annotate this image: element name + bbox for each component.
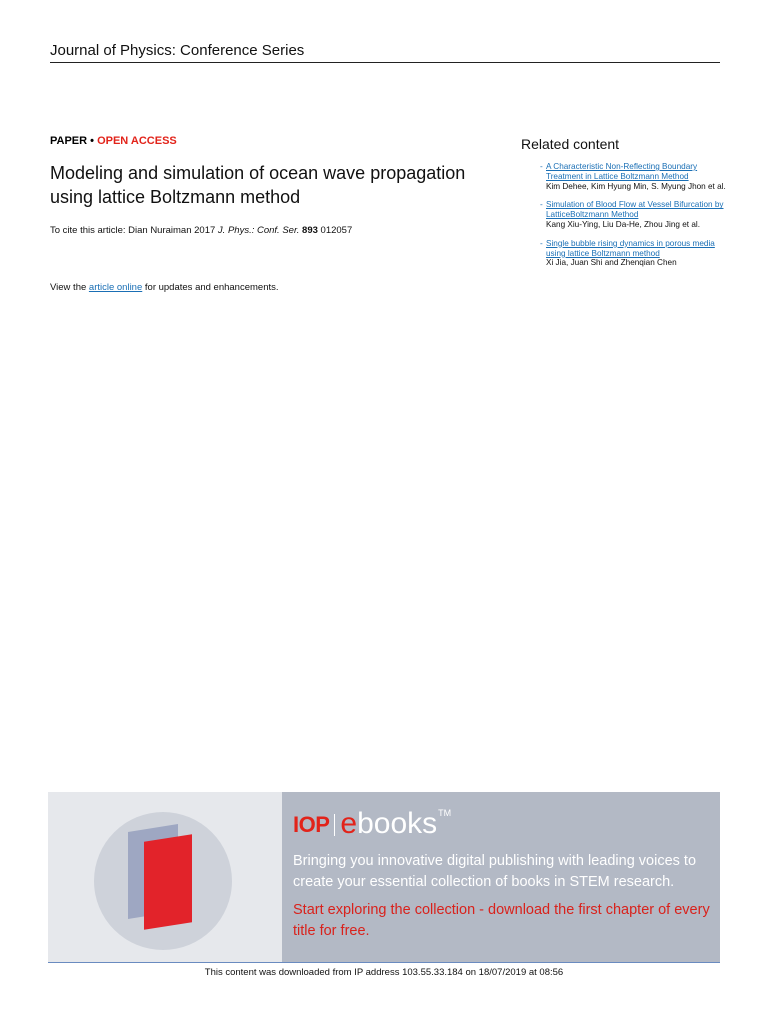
list-dash: - — [540, 162, 543, 171]
view-online-line — [50, 282, 279, 293]
footer-rule — [48, 962, 720, 963]
banner-image-panel — [48, 792, 282, 962]
related-link-2[interactable]: Simulation of Blood Flow at Vessel Bifurcation by LatticeBoltzmann Method — [546, 200, 724, 220]
article-online-link[interactable]: article online — [88, 282, 143, 293]
view-online-before: View the — [50, 282, 87, 293]
ebooks-e-letter: e — [340, 807, 358, 840]
citation-journal: J. Phys.: Conf. Ser. — [217, 225, 300, 236]
related-item — [521, 239, 731, 268]
related-authors-3: Xi Jia, Juan Shi and Zhenqian Chen — [546, 258, 677, 268]
open-access-label: OPEN ACCESS — [97, 135, 177, 147]
citation-prefix: To cite this article: Dian Nuraiman 2017 — [50, 225, 216, 236]
ebooks-word: books — [357, 807, 438, 840]
list-dash: - — [540, 238, 543, 248]
citation-line — [50, 225, 352, 236]
label-separator: • — [90, 135, 95, 147]
view-online-after: for updates and enhancements. — [144, 282, 279, 293]
citation-article-number: 012057 — [320, 225, 353, 236]
related-heading: Related content — [521, 136, 620, 152]
list-dash: - — [540, 200, 543, 210]
logo-divider — [334, 814, 335, 836]
journal-title: Journal of Physics: Conference Series — [50, 42, 305, 59]
citation-volume: 893 — [302, 225, 318, 236]
iop-logo-text: IOP — [293, 812, 330, 837]
book-front-icon — [144, 834, 192, 930]
related-item — [521, 200, 731, 229]
trademark-mark: TM — [438, 808, 452, 818]
related-link-3[interactable]: Single bubble rising dynamics in porous media using lattice Boltzmann method — [546, 238, 715, 258]
banner-call-to-action: Start exploring the collection - download the first chapter of every title for free. — [293, 902, 710, 939]
iop-ebooks-banner[interactable] — [48, 792, 720, 962]
related-item — [521, 162, 731, 191]
article-title: Modeling and simulation of ocean wave propagation using lattice Boltzmann method — [50, 163, 466, 207]
iop-ebooks-logo — [293, 806, 451, 838]
related-authors-2: Kang Xiu-Ying, Liu Da-He, Zhou Jing et al. — [546, 219, 700, 229]
paper-type-label — [50, 135, 177, 147]
download-footer: This content was downloaded from IP address 103.55.33.184 on 18/07/2019 at 08:56 — [204, 967, 564, 978]
banner-tagline: Bringing you innovative digital publishing with leading voices to create your essential collection of books in STEM research. — [293, 853, 697, 890]
related-link-1[interactable]: A Characteristic Non-Reflecting Boundary Treatment in Lattice Boltzmann Method — [546, 162, 698, 181]
header-rule — [50, 62, 720, 63]
related-content — [521, 136, 731, 277]
paper-label: PAPER — [50, 135, 88, 147]
related-authors-1: Kim Dehee, Kim Hyung Min, S. Myung Jhon et al. — [546, 181, 726, 191]
